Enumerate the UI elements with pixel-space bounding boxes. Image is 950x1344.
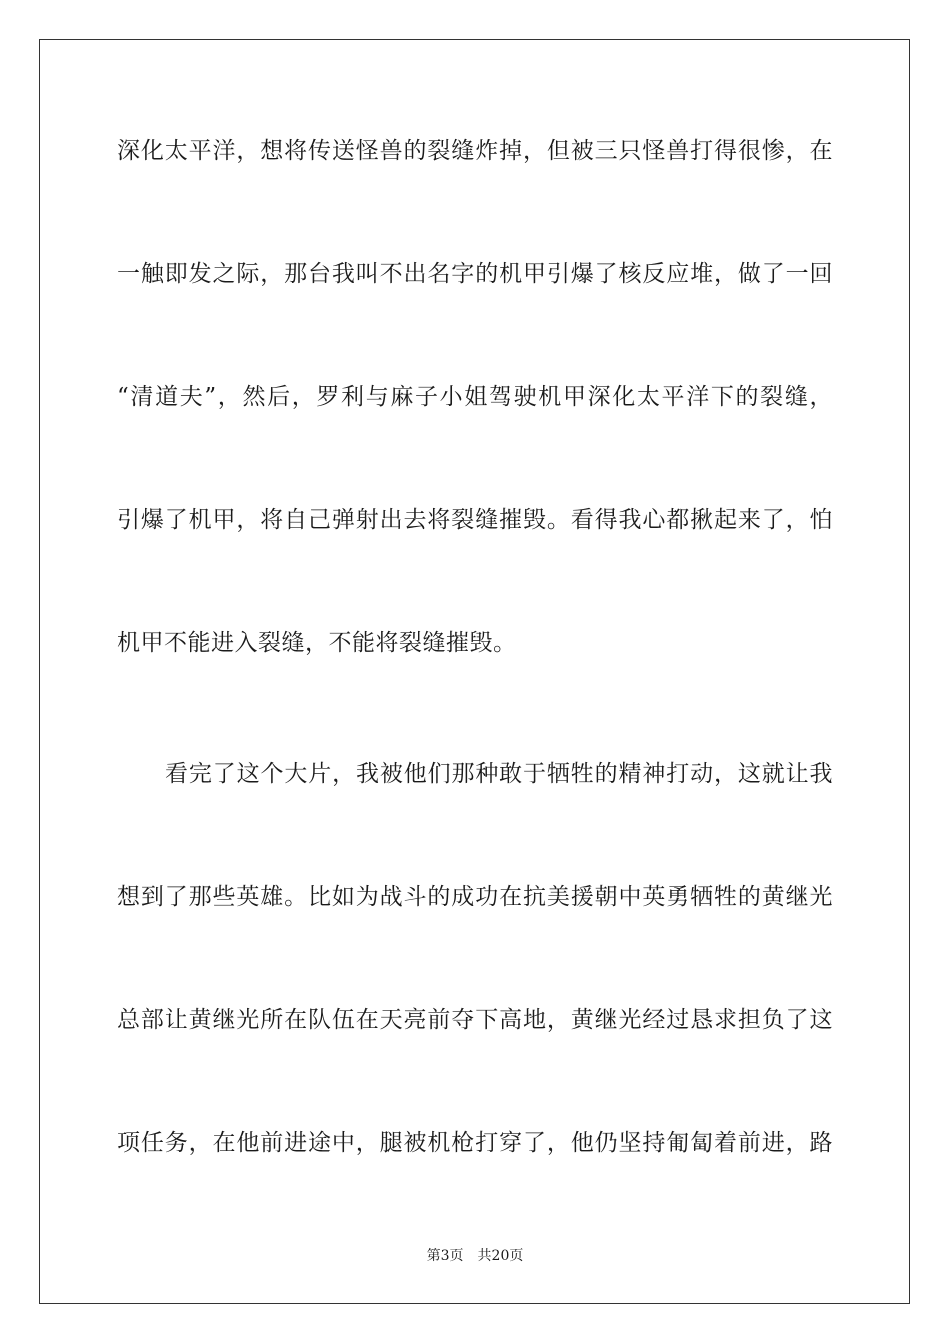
text-line-1: 深化太平洋，想将传送怪兽的裂缝炸掉，但被三只怪兽打得很惨，在 (117, 138, 833, 164)
page-footer (0, 1247, 950, 1265)
page-total: 共20页 (477, 1248, 524, 1264)
text-line-5: 机甲不能进入裂缝，不能将裂缝摧毁。 (117, 630, 517, 656)
text-line-3: “清道夫”，然后，罗利与麻子小姐驾驶机甲深化太平洋下的裂缝， (117, 384, 833, 410)
page-number: 第3页 (426, 1248, 464, 1264)
text-line-8: 总部让黄继光所在队伍在天亮前夺下高地，黄继光经过恳求担负了这 (117, 1007, 833, 1033)
text-line-4: 引爆了机甲，将自己弹射出去将裂缝摧毁。看得我心都揪起来了，怕 (117, 507, 833, 533)
page-border (39, 39, 910, 1304)
text-line-6: 看完了这个大片，我被他们那种敢于牺牲的精神打动，这就让我 (165, 761, 833, 787)
text-line-7: 想到了那些英雄。比如为战斗的成功在抗美援朝中英勇牺牲的黄继光 (117, 884, 833, 910)
text-line-9: 项任务，在他前进途中，腿被机枪打穿了，他仍坚持匍匐着前进，路 (117, 1130, 833, 1156)
text-line-2: 一触即发之际，那台我叫不出名字的机甲引爆了核反应堆，做了一回 (117, 261, 833, 287)
